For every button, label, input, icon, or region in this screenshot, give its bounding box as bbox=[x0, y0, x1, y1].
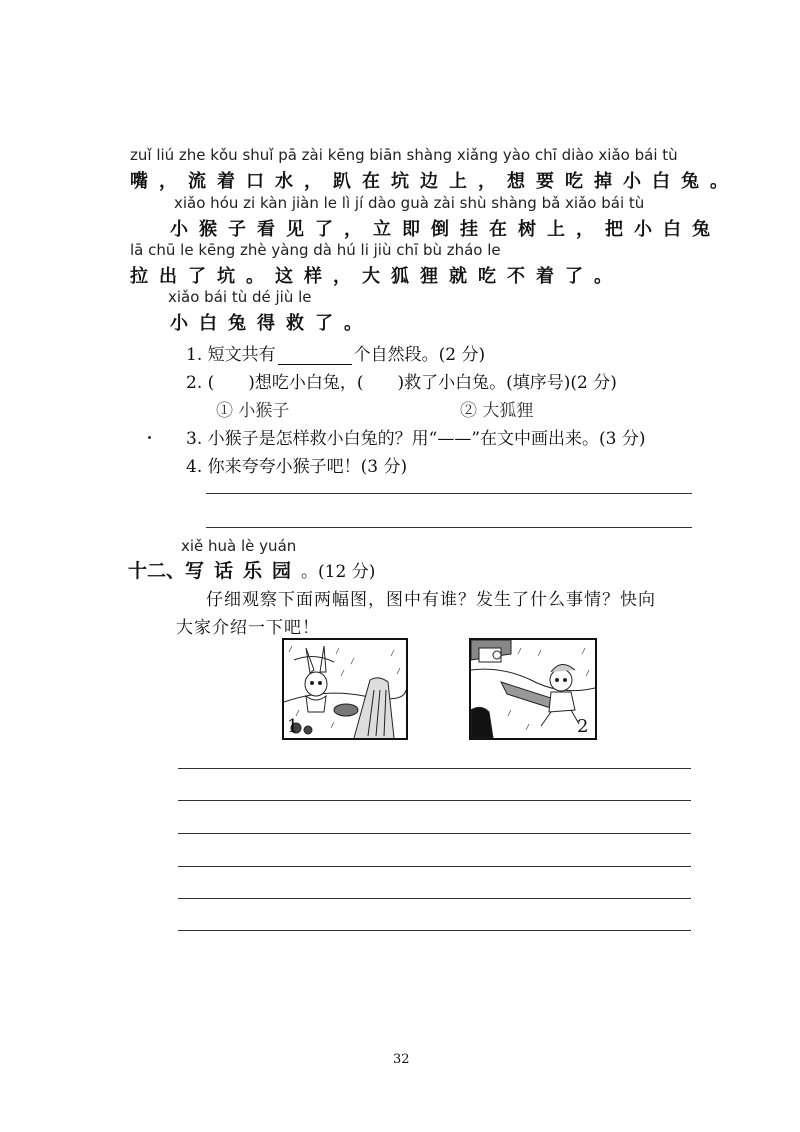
section-12-pinyin: xiě huà lè yuán bbox=[181, 537, 297, 555]
section-12-instruction-1: 仔细观察下面两幅图，图中有谁？发生了什么事情？快向 bbox=[206, 590, 656, 610]
section-12-title: 写话乐园 bbox=[185, 560, 302, 582]
passage-line-3: 拉出了坑。这样，大狐狸就吃不着了。 bbox=[130, 266, 623, 287]
passage-line-2: 小猴子看见了，立即倒挂在树上，把小白兔 bbox=[170, 219, 721, 240]
writing-line-2[interactable] bbox=[178, 800, 691, 801]
section-12-number: 十二、 bbox=[128, 560, 186, 582]
section-12-heading bbox=[128, 556, 375, 583]
picture-1-number: 1 bbox=[287, 716, 299, 737]
scan-speck bbox=[148, 436, 151, 439]
picture-2 bbox=[469, 638, 597, 740]
passage-line-4: 小白兔得救了。 bbox=[170, 313, 373, 334]
page-number: 32 bbox=[393, 1052, 410, 1067]
question-1-text-before: 1. 短文共有 bbox=[186, 345, 276, 365]
pinyin-line-3: lā chū le kēng zhè yàng dà hú li jiù chī bù zháo le bbox=[130, 241, 501, 259]
pinyin-line-4: xiǎo bái tù dé jiù le bbox=[168, 288, 312, 306]
question-1 bbox=[186, 340, 485, 365]
section-12-score: 。(12 分) bbox=[301, 562, 376, 582]
pinyin-line-2: xiǎo hóu zi kàn jiàn le lì jí dào guà zài shù shàng bǎ xiǎo bái tù bbox=[174, 194, 645, 212]
pinyin-line-1: zuǐ liú zhe kǒu shuǐ pā zài kēng biān shàng xiǎng yào chī diào xiǎo bái tù bbox=[130, 146, 678, 164]
question-4: 4. 你来夸夸小猴子吧！(3 分) bbox=[186, 457, 408, 477]
writing-line-5[interactable] bbox=[178, 898, 691, 899]
picture-1 bbox=[282, 638, 408, 740]
writing-line-4[interactable] bbox=[178, 866, 691, 867]
answer-line-q4-1[interactable] bbox=[206, 493, 692, 494]
writing-line-1[interactable] bbox=[178, 768, 691, 769]
option-2-big-fox: ② 大狐狸 bbox=[460, 401, 534, 421]
writing-line-6[interactable] bbox=[178, 930, 691, 931]
picture-2-number: 2 bbox=[577, 716, 589, 737]
answer-blank-paragraph-count[interactable] bbox=[278, 348, 352, 365]
question-2-text-2: )想吃小白兔，( bbox=[248, 373, 364, 393]
writing-line-3[interactable] bbox=[178, 833, 691, 834]
question-2-text-3: )救了小白兔。(填序号)(2 分) bbox=[397, 373, 617, 393]
passage-line-1: 嘴，流着口水，趴在坑边上，想要吃掉小白兔。 bbox=[130, 171, 739, 192]
question-2 bbox=[186, 368, 617, 393]
question-2-text-1: 2. ( bbox=[186, 373, 215, 393]
answer-line-q4-2[interactable] bbox=[206, 527, 692, 528]
rabbit-in-rain-picture bbox=[284, 640, 406, 738]
question-3: 3. 小猴子是怎样救小白兔的？用“——”在文中画出来。(3 分) bbox=[186, 429, 646, 449]
section-12-instruction-2: 大家介绍一下吧！ bbox=[176, 618, 320, 638]
question-1-text-after: 个自然段。(2 分) bbox=[353, 345, 486, 365]
option-1-little-monkey: ① 小猴子 bbox=[216, 401, 290, 421]
